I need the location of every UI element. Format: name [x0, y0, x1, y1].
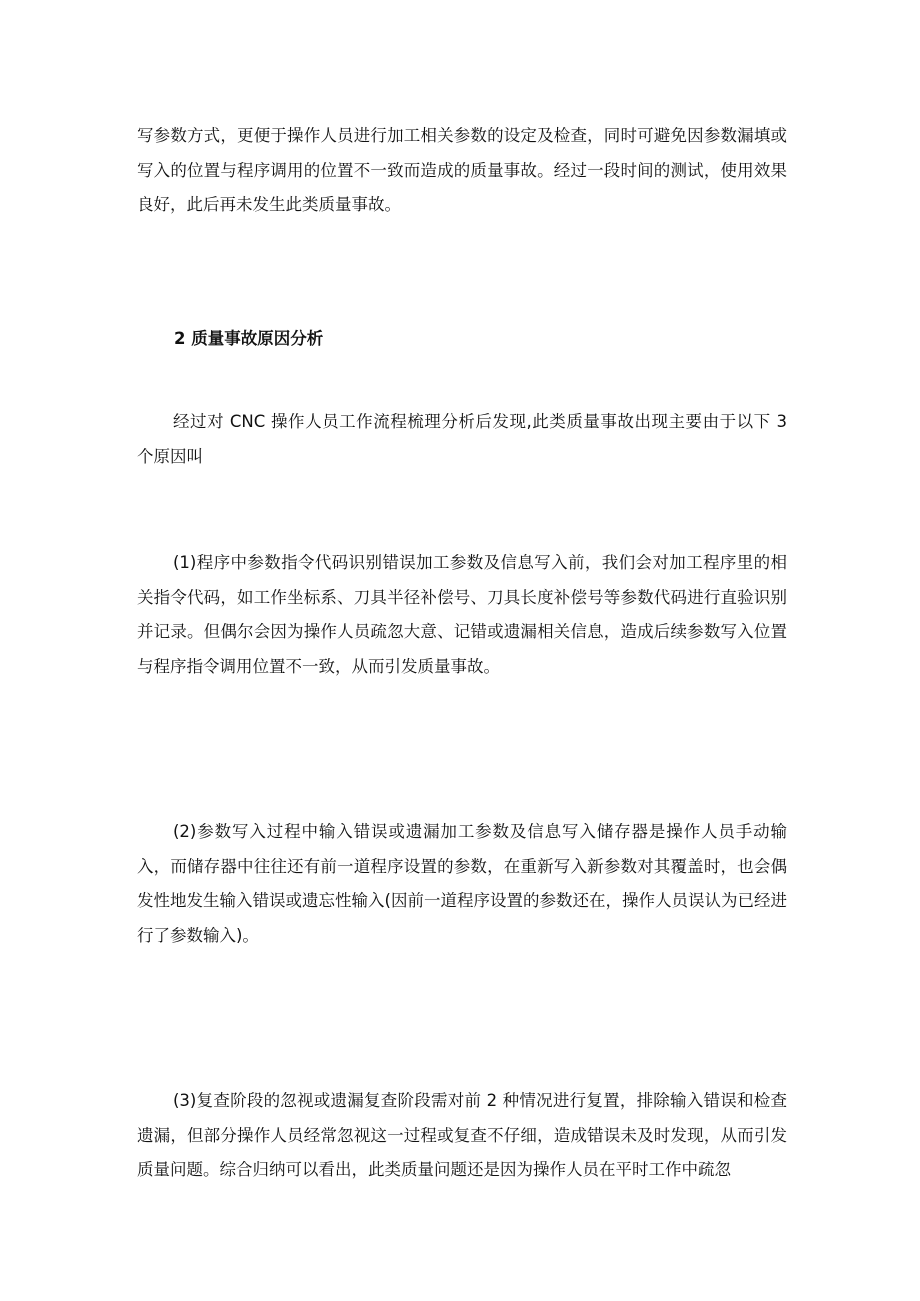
paragraph-cause-2: (2)参数写入过程中输入错误或遗漏加工参数及信息写入储存器是操作人员手动输入，而储存器中往往还有前一道程序设置的参数，在重新写入新参数对其覆盖时，也会偶发性地发生输入错误或遗忘性输入(因前一道程序设置的参数还在，操作人员误认为已经进行了参数输入)。 — [137, 822, 787, 945]
paragraph-continuation: 写参数方式，更便于操作人员进行加工相关参数的设定及检查，同时可避免因参数漏填或写入的位置与程序调用的位置不一致而造成的质量事故。经过一段时间的测试，使用效果良好，此后再未发生此类质量事故。 — [137, 126, 787, 215]
paragraph-intro: 经过对 CNC 操作人员工作流程梳理分析后发现,此类质量事故出现主要由于以下 3 个原因叫 — [137, 412, 787, 466]
section-heading: 2 质量事故原因分析 — [174, 329, 324, 348]
paragraph-cause-1: (1)程序中参数指令代码识别错误加工参数及信息写入前，我们会对加工程序里的相关指令代码，如工作坐标系、刀具半径补偿号、刀具长度补偿号等参数代码进行直验识别并记录。但偶尔会因为操作人员疏忽大意、记错或遗漏相关信息，造成后续参数写入位置与程序指令调用位置不一致，从而引发质量事故。 — [137, 553, 787, 676]
paragraph-cause-3: (3)复查阶段的忽视或遗漏复查阶段需对前 2 种情况进行复置，排除输入错误和检查遗漏，但部分操作人员经常忽视这一过程或复查不仔细，造成错误未及时发现，从而引发质量问题。综合归纳可以看出，此类质量问题还是因为操作人员在平时工作中疏忽 — [137, 1091, 787, 1180]
